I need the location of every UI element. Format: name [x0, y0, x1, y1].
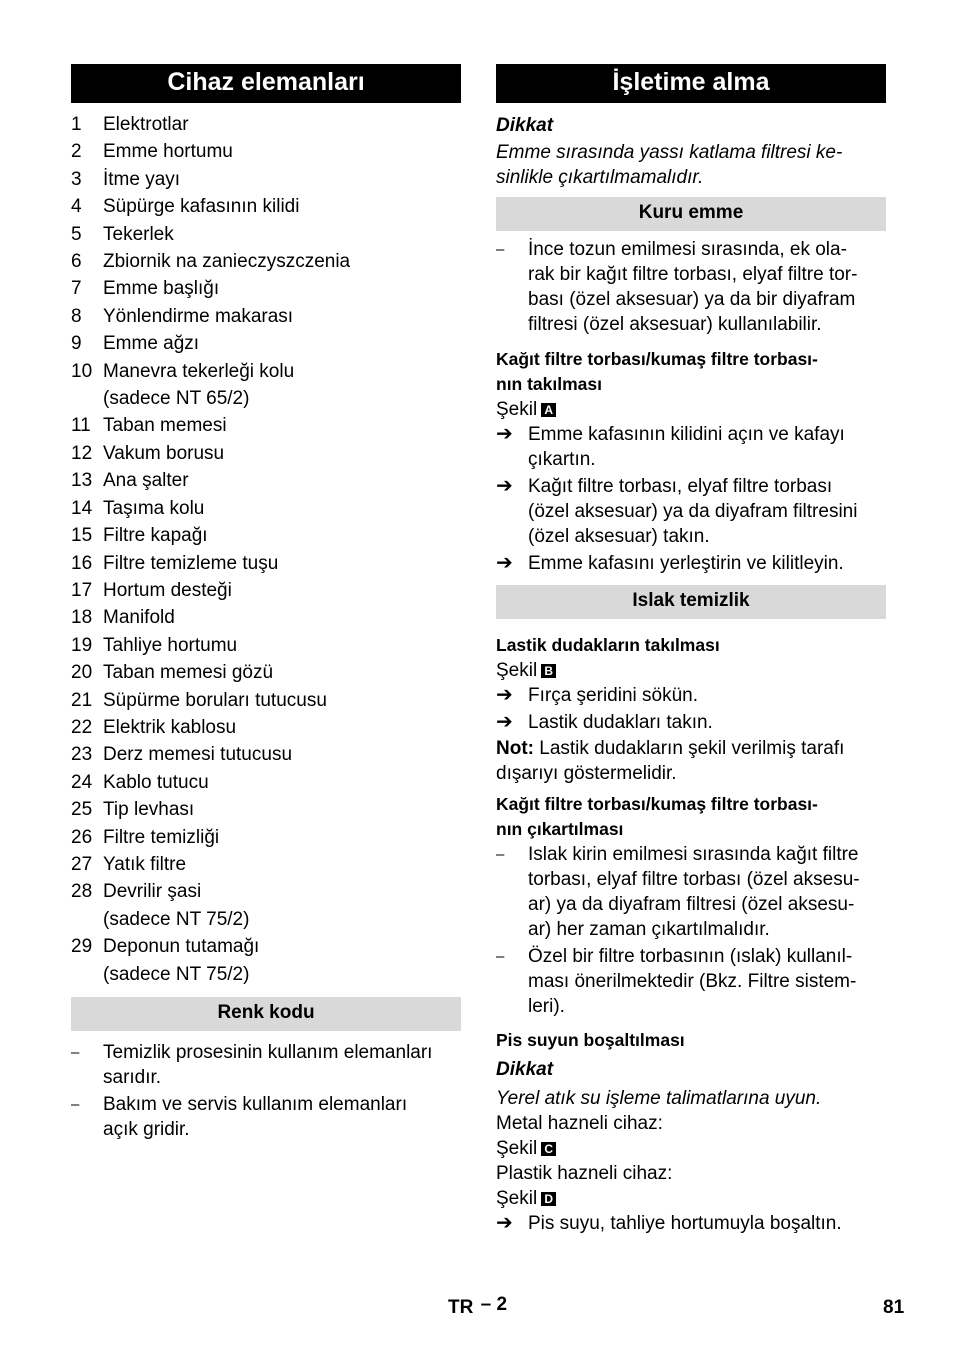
text-line: (sadece NT 65/2) — [103, 388, 250, 410]
text-line: torbası, elyaf filtre torbası (özel aksesu- — [528, 869, 860, 890]
figure-reference-b — [496, 658, 886, 683]
footer-dash: – — [480, 1294, 492, 1315]
item-text — [103, 933, 461, 988]
section-title-commissioning: İşletime alma — [496, 64, 886, 103]
text-line: leri). — [528, 996, 565, 1017]
text-line: nın takılması — [496, 374, 603, 394]
text-line: Hortum desteği — [103, 579, 232, 601]
list-item — [71, 467, 461, 494]
sub-page-number: 2 — [496, 1294, 508, 1315]
list-item — [496, 237, 886, 337]
list-item — [71, 248, 461, 275]
item-number: 19 — [71, 634, 93, 656]
list-item — [496, 710, 886, 735]
item-number: 2 — [71, 141, 82, 163]
item-text — [103, 412, 461, 439]
item-text — [103, 193, 461, 220]
list-item — [71, 275, 461, 302]
text-line: Emme kafasının kilidini açın ve kafayı — [528, 424, 845, 445]
text-line: Emme hortumu — [103, 141, 233, 163]
list-item — [496, 1211, 886, 1236]
list-item — [71, 933, 461, 988]
text-line: Filtre temizleme tuşu — [103, 552, 279, 574]
list-item-text — [528, 474, 886, 549]
item-text — [103, 659, 461, 686]
item-text — [103, 796, 461, 823]
figure-letter-badge: C — [541, 1142, 556, 1156]
item-text — [103, 632, 461, 659]
item-text — [103, 769, 461, 796]
text-line: Devrilir şasi — [103, 881, 202, 903]
list-item — [71, 111, 461, 138]
item-text — [103, 275, 461, 302]
dash-bullet: – — [496, 241, 505, 258]
left-column — [71, 64, 461, 1142]
item-number: 15 — [71, 525, 93, 547]
text-line: Taşıma kolu — [103, 497, 205, 519]
color-code-list — [71, 1040, 461, 1142]
list-item — [71, 495, 461, 522]
text-line: Filtre temizliği — [103, 826, 220, 848]
item-text — [103, 550, 461, 577]
list-item — [71, 604, 461, 631]
item-text — [103, 522, 461, 549]
list-item — [71, 714, 461, 741]
text-line: Vakum borusu — [103, 442, 225, 464]
text-line: Deponun tutamağı — [103, 936, 260, 958]
item-text — [103, 166, 461, 193]
subsection-title-drain-water: Pis suyun boşaltılması — [496, 1030, 685, 1050]
metal-tank-label: Metal hazneli cihaz: — [496, 1113, 663, 1134]
item-number: 12 — [71, 442, 93, 464]
warning-text — [496, 140, 886, 190]
text-line: Emme ağzı — [103, 333, 200, 355]
dash-bullet: – — [71, 1044, 80, 1061]
note-paragraph — [496, 736, 886, 786]
list-item — [71, 193, 461, 220]
item-number: 17 — [71, 579, 93, 601]
list-item — [71, 796, 461, 823]
item-text — [103, 604, 461, 631]
list-item — [71, 577, 461, 604]
list-item — [71, 440, 461, 467]
item-number: 10 — [71, 360, 93, 382]
item-text — [103, 824, 461, 851]
text-line: açık gridir. — [103, 1119, 190, 1140]
subsection-title-remove-bag — [496, 792, 886, 842]
item-number: 5 — [71, 223, 82, 245]
item-text — [103, 440, 461, 467]
list-item — [71, 138, 461, 165]
text-line: Manifold — [103, 607, 175, 629]
item-number: 24 — [71, 771, 93, 793]
text-line: Tip levhası — [103, 799, 195, 821]
list-item — [71, 1040, 461, 1090]
section-title-dry-vacuuming: Kuru emme — [496, 197, 886, 231]
item-text — [103, 495, 461, 522]
text-line: Süpürge kafasının kilidi — [103, 196, 300, 218]
list-item-text — [103, 1040, 461, 1090]
list-item-text — [528, 944, 886, 1019]
text-line: Derz memesi tutucusu — [103, 744, 293, 766]
text-line: Emme başlığı — [103, 278, 220, 300]
item-text — [103, 467, 461, 494]
note-label: Not: — [496, 738, 534, 759]
item-number: 23 — [71, 744, 93, 766]
list-item-text — [528, 237, 886, 337]
list-item-text — [103, 1092, 461, 1142]
item-text — [103, 221, 461, 248]
list-item — [71, 522, 461, 549]
figure-word: Şekil — [496, 1188, 538, 1209]
text-line: Özel bir filtre torbasının (ıslak) kullanıl- — [528, 946, 853, 967]
figure-word: Şekil — [496, 660, 538, 681]
text-line: ar) ya da diyafram filtresi (özel aksesu- — [528, 894, 855, 915]
subsection-title-rubber-lips: Lastik dudakların takılması — [496, 635, 720, 655]
plastic-tank-label: Plastik hazneli cihaz: — [496, 1163, 673, 1184]
text-line: Lastik dudakların şekil verilmiş tarafı — [533, 738, 845, 759]
parts-list — [71, 111, 461, 988]
drain-steps-list — [496, 1211, 886, 1236]
item-text — [103, 577, 461, 604]
text-line: ar) her zaman çıkartılmalıdır. — [528, 919, 770, 940]
item-number: 9 — [71, 333, 82, 355]
text-line: Manevra tekerleği kolu — [103, 360, 295, 382]
item-number: 25 — [71, 799, 93, 821]
item-text — [103, 878, 461, 933]
list-item-text — [528, 422, 886, 472]
dash-bullet: – — [71, 1096, 80, 1113]
text-line: Zbiornik na zanieczyszczenia — [103, 251, 351, 273]
item-number: 3 — [71, 168, 82, 190]
text-line: İtme yayı — [103, 168, 181, 190]
list-item — [71, 550, 461, 577]
text-line: Kağıt filtre torbası/kumaş filtre torbası- — [496, 794, 818, 814]
text-line: İnce tozun emilmesi sırasında, ek ola- — [528, 239, 847, 260]
item-text — [103, 138, 461, 165]
list-item — [71, 851, 461, 878]
text-line: Taban memesi gözü — [103, 662, 274, 684]
arrow-icon: ➔ — [496, 1212, 513, 1234]
list-item — [71, 741, 461, 768]
text-line: Süpürme boruları tutucusu — [103, 689, 327, 711]
text-line: dışarıyı göstermelidir. — [496, 763, 677, 784]
text-line: Yatık filtre — [103, 853, 187, 875]
item-text — [103, 358, 461, 413]
item-text — [103, 248, 461, 275]
text-line: Tekerlek — [103, 223, 174, 245]
item-number: 18 — [71, 607, 93, 629]
item-number: 20 — [71, 662, 93, 684]
item-number: 21 — [71, 689, 93, 711]
text-line: nın çıkartılması — [496, 819, 624, 839]
subsection-title-insert-bag — [496, 347, 886, 397]
item-number: 22 — [71, 716, 93, 738]
list-item-text: Emme kafasını yerleştirin ve kilitleyin. — [528, 553, 844, 574]
text-line: Yönlendirme makarası — [103, 305, 294, 327]
list-item-text — [528, 842, 886, 942]
figure-letter-badge: A — [541, 403, 556, 417]
arrow-icon: ➔ — [496, 711, 513, 733]
text-line: ması önerilmektedir (Bkz. Filtre sistem- — [528, 971, 857, 992]
item-text — [103, 741, 461, 768]
figure-word: Şekil — [496, 1138, 538, 1159]
dry-vacuuming-list — [496, 237, 886, 337]
insert-steps-list — [496, 422, 886, 576]
text-line: Taban memesi — [103, 415, 227, 437]
list-item — [71, 659, 461, 686]
right-column — [496, 64, 886, 1236]
list-item — [71, 412, 461, 439]
language-code: TR — [448, 1297, 474, 1318]
item-number: 16 — [71, 552, 93, 574]
text-line: Kablo tutucu — [103, 771, 209, 793]
item-text — [103, 714, 461, 741]
text-line: Filtre kapağı — [103, 525, 208, 547]
list-item — [71, 221, 461, 248]
arrow-icon: ➔ — [496, 552, 513, 574]
section-title-color-code: Renk kodu — [71, 997, 461, 1031]
text-line: (sadece NT 75/2) — [103, 963, 250, 985]
text-line: (sadece NT 75/2) — [103, 908, 250, 930]
item-number: 13 — [71, 470, 93, 492]
item-number: 26 — [71, 826, 93, 848]
footer-subpage — [481, 1294, 507, 1315]
list-item — [496, 551, 886, 576]
list-item-text: Fırça şeridini sökün. — [528, 685, 699, 706]
text-line: filtresi (özel aksesuar) kullanılabilir. — [528, 314, 822, 335]
item-number: 8 — [71, 305, 82, 327]
text-line: Elektrik kablosu — [103, 716, 237, 738]
figure-reference-a — [496, 397, 886, 422]
list-item — [71, 824, 461, 851]
text-line: bası (özel aksesuar) ya da bir diyafram — [528, 289, 856, 310]
item-number: 1 — [71, 114, 82, 135]
item-text — [103, 330, 461, 357]
text-line: Temizlik prosesinin kullanım elemanları — [103, 1042, 433, 1063]
arrow-icon: ➔ — [496, 684, 513, 706]
list-item — [496, 683, 886, 708]
text-line: Tahliye hortumu — [103, 634, 238, 656]
text-line: (özel aksesuar) ya da diyafram filtresini — [528, 501, 858, 522]
item-text — [103, 111, 461, 138]
figure-letter-badge: B — [541, 664, 556, 678]
item-text — [103, 851, 461, 878]
text-line: Ana şalter — [103, 470, 189, 492]
arrow-icon: ➔ — [496, 475, 513, 497]
item-text — [103, 687, 461, 714]
list-item — [71, 358, 461, 413]
figure-reference-c — [496, 1136, 886, 1161]
text-line: çıkartın. — [528, 449, 596, 470]
dash-bullet: – — [496, 948, 505, 965]
list-item — [71, 303, 461, 330]
text-line: rak bir kağıt filtre torbası, elyaf filtre tor- — [528, 264, 858, 285]
drain-warning-label: Dikkat — [496, 1059, 554, 1080]
item-number: 11 — [71, 415, 91, 437]
drain-warning-text: Yerel atık su işleme talimatlarına uyun. — [496, 1088, 822, 1109]
text-line: Islak kirin emilmesi sırasında kağıt filtre — [528, 844, 859, 865]
item-number: 6 — [71, 251, 82, 273]
page-number: 81 — [883, 1297, 905, 1318]
item-number: 4 — [71, 196, 82, 218]
rubber-lip-steps-list — [496, 683, 886, 735]
text-line: Elektrotlar — [103, 114, 189, 135]
list-item — [71, 878, 461, 933]
list-item — [496, 842, 886, 942]
list-item — [71, 632, 461, 659]
item-number: 14 — [71, 497, 93, 519]
section-title-wet-cleaning: Islak temizlik — [496, 585, 886, 619]
item-text — [103, 303, 461, 330]
remove-bag-list — [496, 842, 886, 1019]
item-number: 29 — [71, 936, 93, 958]
figure-word: Şekil — [496, 399, 538, 420]
list-item — [496, 944, 886, 1019]
text-line: Bakım ve servis kullanım elemanları — [103, 1094, 408, 1115]
list-item-text: Lastik dudakları takın. — [528, 712, 713, 733]
section-title-device-elements: Cihaz elemanları — [71, 64, 461, 103]
warning-text-line: sinlikle çıkartılmamalıdır. — [496, 167, 704, 188]
footer-language — [448, 1294, 508, 1319]
list-item — [71, 166, 461, 193]
text-line: sarıdır. — [103, 1067, 162, 1088]
warning-text-line: Emme sırasında yassı katlama filtresi ke- — [496, 142, 843, 163]
list-item — [71, 1092, 461, 1142]
warning-label: Dikkat — [496, 115, 554, 136]
text-line: Kağıt filtre torbası, elyaf filtre torbası — [528, 476, 833, 497]
list-item — [71, 330, 461, 357]
list-item — [496, 474, 886, 549]
item-number: 28 — [71, 881, 93, 903]
item-number: 27 — [71, 853, 93, 875]
item-number: 7 — [71, 278, 82, 300]
figure-reference-d — [496, 1186, 886, 1211]
list-item — [71, 687, 461, 714]
dash-bullet: – — [496, 846, 505, 863]
list-item-text: Pis suyu, tahliye hortumuyla boşaltın. — [528, 1213, 842, 1234]
text-line: Kağıt filtre torbası/kumaş filtre torbası- — [496, 349, 818, 369]
figure-letter-badge: D — [541, 1192, 556, 1206]
list-item — [71, 769, 461, 796]
list-item — [496, 422, 886, 472]
arrow-icon: ➔ — [496, 423, 513, 445]
text-line: (özel aksesuar) takın. — [528, 526, 710, 547]
